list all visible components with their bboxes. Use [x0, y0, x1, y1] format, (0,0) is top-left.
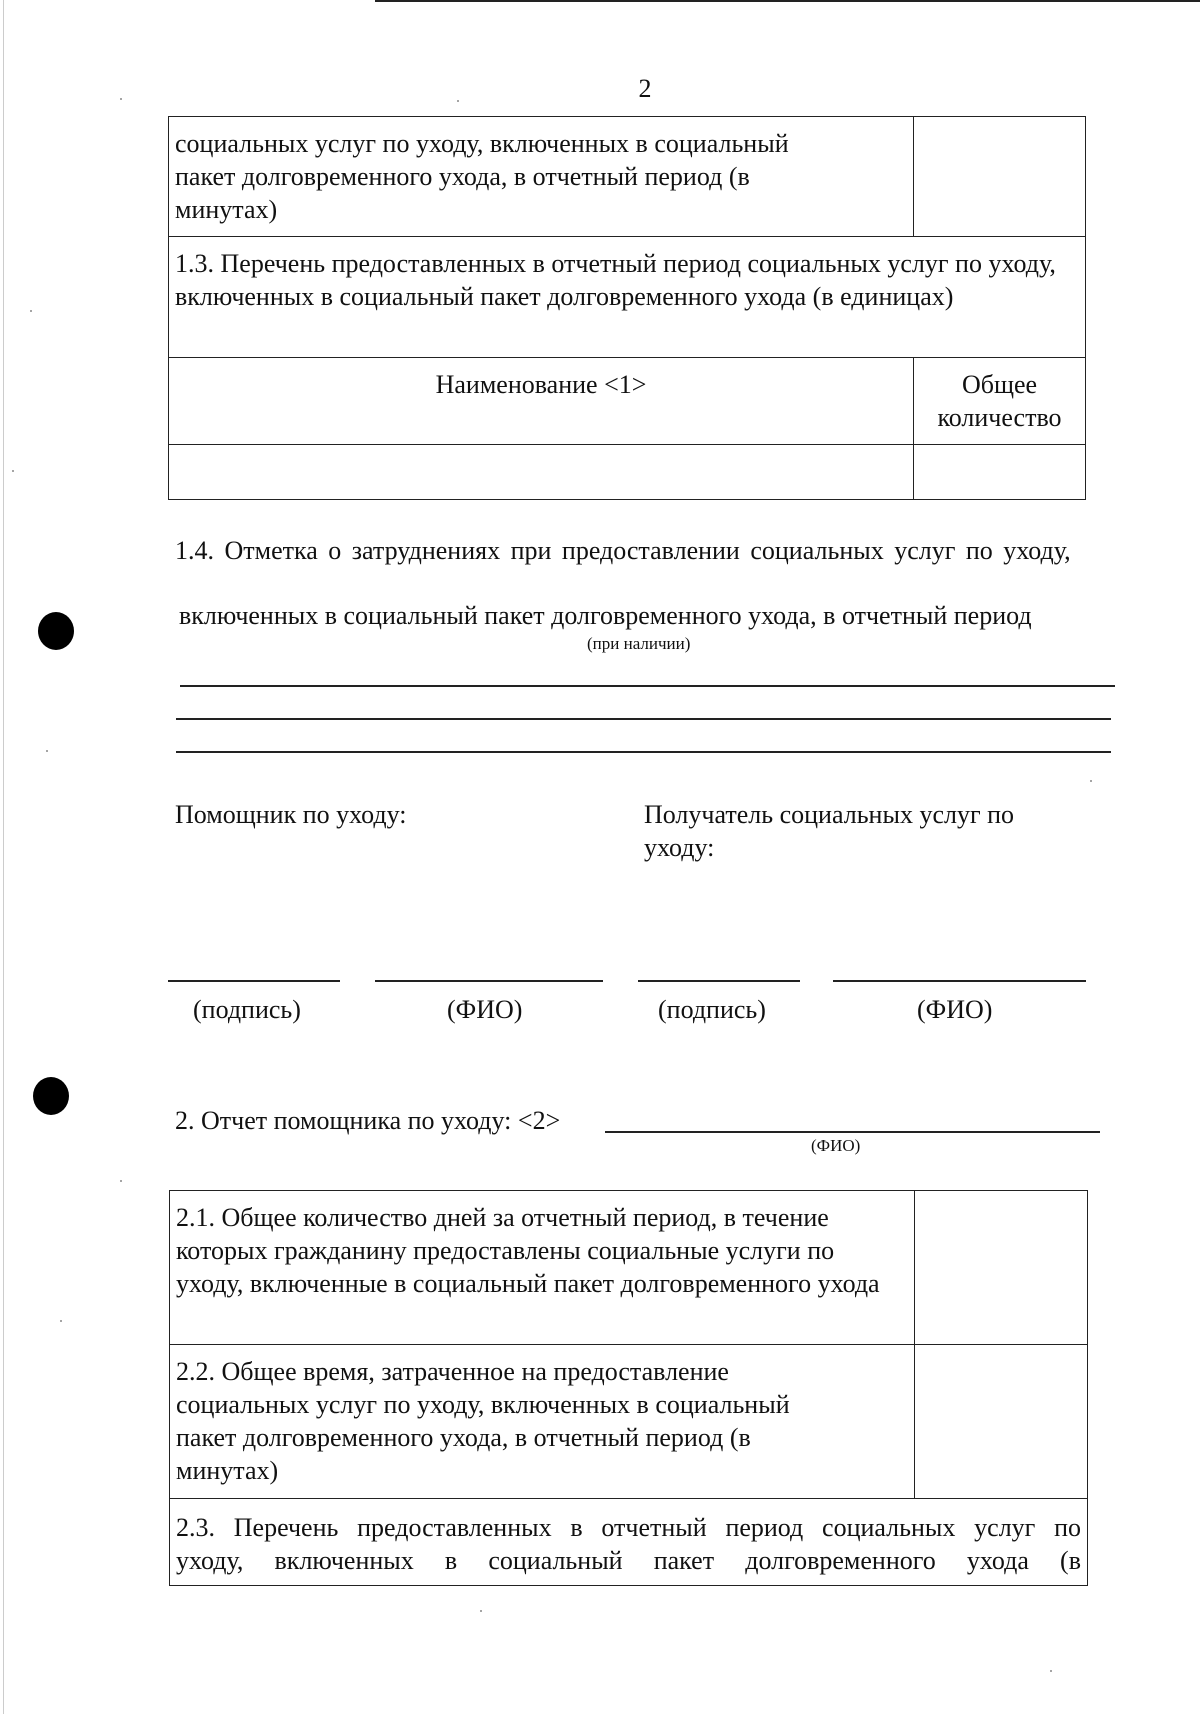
empty-cell [914, 445, 1086, 500]
table-row [170, 1499, 1088, 1586]
section-2-title: 2. Отчет помощника по уходу: <2> [175, 1106, 561, 1135]
section-2-fio-note: (ФИО) [811, 1136, 861, 1155]
row-2-3 [170, 1499, 1088, 1586]
table-row [170, 1345, 1088, 1499]
scan-speck [1050, 1670, 1052, 1672]
scan-edge [3, 0, 4, 1714]
signature-line-assistant [168, 980, 340, 982]
value-cell [915, 1345, 1088, 1499]
row-1-3: 1.3. Перечень предоставленных в отчетный период социальных услуг по уходу, включенных в социальный пакет долговременного ухода (в единицах) [169, 237, 1086, 358]
scan-speck [120, 98, 122, 100]
row-2-3-line1: 2.3. Перечень предоставленных в отчетный период социальных услуг по [176, 1513, 1081, 1542]
punch-hole-top [38, 612, 74, 650]
fill-line-2 [176, 718, 1111, 720]
recipient-label: Получатель социальных услуг по уходу: [644, 800, 1015, 862]
table-header-row [169, 358, 1086, 445]
scan-speck [12, 470, 14, 472]
signature-line-recipient [638, 980, 800, 982]
assistant-sign-caption: (подпись) [193, 995, 301, 1024]
table-row [169, 237, 1086, 358]
col-header-total: Общее количество [914, 358, 1086, 445]
recipient-sign-caption: (подпись) [658, 995, 766, 1024]
section-1-4-line1: 1.4. Отметка о затруднениях при предоставлении социальных услуг по уходу, [175, 536, 1071, 565]
row-2-3-line2: уходу, включенных в социальный пакет долговременного ухода (в [176, 1546, 1081, 1575]
punch-hole-bottom [33, 1077, 69, 1115]
row-2-1: 2.1. Общее количество дней за отчетный период, в течение которых гражданину предоставлены социальные услуги по уходу, включенные в социальный пакет долговременного ухода [170, 1191, 915, 1345]
row-time-continued: социальных услуг по уходу, включенных в социальный пакет долговременного ухода, в отчетный период (в минутах) [169, 117, 914, 237]
value-cell [914, 117, 1086, 237]
section-1-4-line2: включенных в социальный пакет долговременного ухода, в отчетный период [179, 601, 1032, 630]
table-row [170, 1191, 1088, 1345]
table-row [169, 117, 1086, 237]
scan-speck [457, 100, 459, 102]
scan-speck [1090, 780, 1092, 782]
scan-top-border [375, 0, 1200, 2]
scan-speck [46, 750, 48, 752]
fio-line-recipient [833, 980, 1086, 982]
section-1-4-note: (при наличии) [587, 634, 691, 653]
scan-speck [120, 1180, 122, 1182]
value-cell [915, 1191, 1088, 1345]
table-care-services-1 [168, 116, 1086, 500]
assistant-fio-caption: (ФИО) [447, 995, 523, 1024]
scan-speck [30, 310, 32, 312]
empty-cell [169, 445, 914, 500]
scan-speck [480, 1610, 482, 1612]
scan-speck [60, 1320, 62, 1322]
col-header-name: Наименование <1> [169, 358, 914, 445]
row-2-2: 2.2. Общее время, затраченное на предоставление социальных услуг по уходу, включенных в социальный пакет долговременного ухода, в отчетный период (в минутах) [170, 1345, 915, 1499]
assistant-label: Помощник по уходу: [175, 800, 407, 829]
fill-line-3 [176, 751, 1111, 753]
page-number: 2 [638, 74, 652, 103]
table-care-services-2 [169, 1190, 1088, 1586]
section-2-fio-line [605, 1131, 1100, 1133]
fio-line-assistant [375, 980, 603, 982]
table-row [169, 445, 1086, 500]
fill-line-1 [180, 685, 1115, 687]
recipient-fio-caption: (ФИО) [917, 995, 993, 1024]
